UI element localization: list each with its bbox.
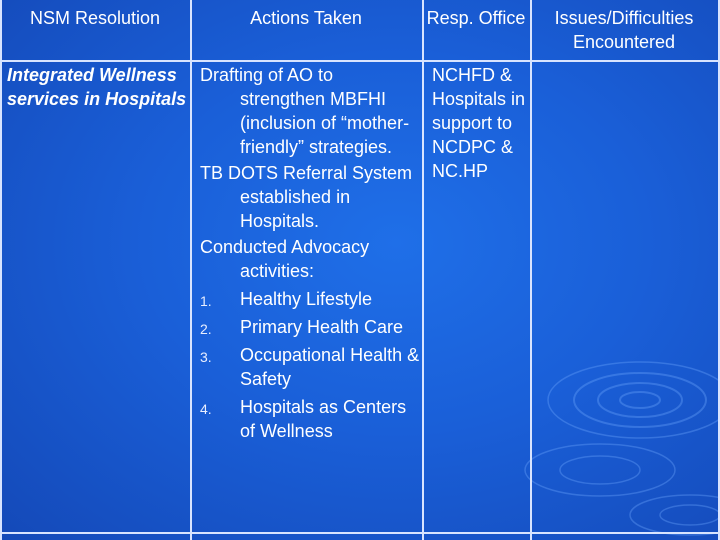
advocacy-list-item: 3. Occupational Health & Safety	[200, 345, 420, 389]
row-divider	[0, 532, 720, 534]
action-item: TB DOTS Referral System established in Hospitals.	[200, 163, 413, 231]
nsm-resolution-cell: Integrated Wellness services in Hospitals	[7, 65, 187, 109]
advocacy-list	[200, 287, 420, 443]
advocacy-list-item: 2. Primary Health Care	[200, 317, 404, 337]
advocacy-list-item: 1. Healthy Lifestyle	[200, 289, 373, 309]
advocacy-list-item: 4. Hospitals as Centers of Wellness	[200, 397, 407, 441]
header-actions-taken: Actions Taken	[250, 8, 362, 28]
actions-taken-cell	[200, 63, 420, 443]
action-item: Drafting of AO to strengthen MBFHI (inclusion of “mother-friendly” strategies.	[200, 65, 410, 157]
action-item: Conducted Advocacy activities:	[200, 237, 370, 281]
table-border-left	[0, 0, 2, 540]
header-divider	[0, 60, 720, 62]
header-resp-office: Resp. Office	[426, 8, 526, 28]
header-issues-difficulties: Issues/Difficulties Encountered	[554, 8, 694, 52]
header-nsm-resolution: NSM Resolution	[29, 8, 161, 28]
column-divider	[190, 0, 192, 540]
column-divider	[422, 0, 424, 540]
resp-office-cell: NCHFD & Hospitals in support to NCDPC & NC.HP	[432, 65, 526, 181]
column-divider	[530, 0, 532, 540]
